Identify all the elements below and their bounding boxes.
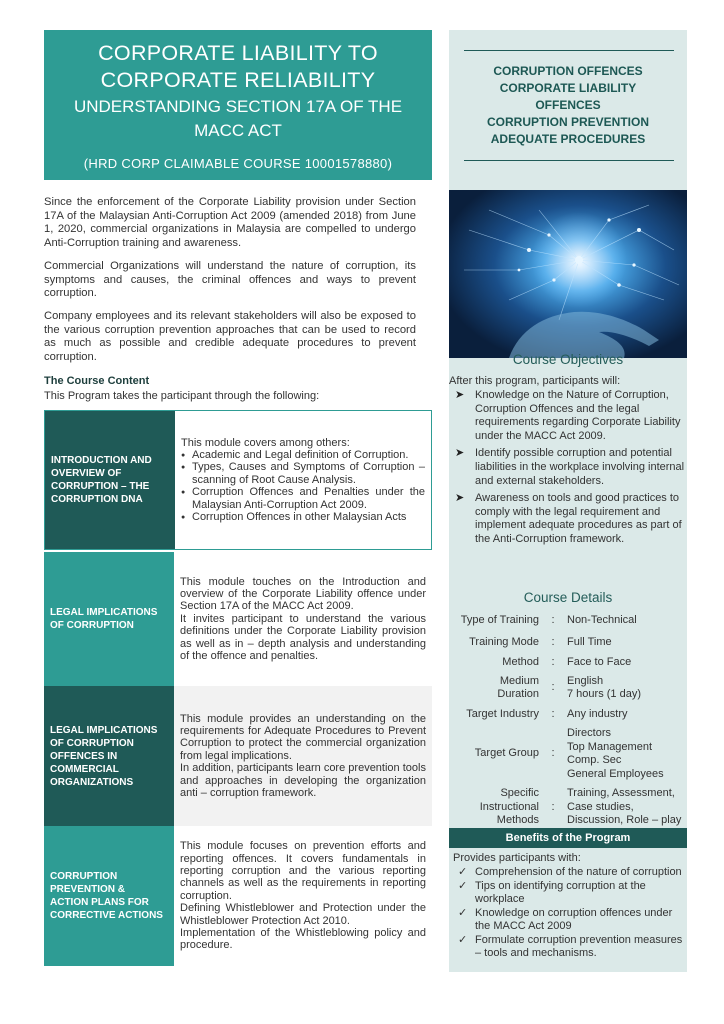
module-description: This module covers among others: ● Academic and Legal definition of Corruption. ● Types, Causes and Symptoms of Corruption – scanning of Root Cause Analysis. ● Corruption Offences and Penalties under the Malaysian Anti-Corruption Act 2009. ● Corruption Offences in other Malaysian Acts bbox=[175, 411, 431, 549]
detail-row: Specific Instructional Methods : Training, Assessment, Case studies, Discussion, Role – play bbox=[449, 787, 687, 828]
detail-value: Face to Face bbox=[567, 656, 632, 668]
arrow-icon: ➤ bbox=[455, 389, 465, 401]
module-3 bbox=[44, 686, 432, 826]
topic-item: CORPORATE LIABILITY bbox=[499, 81, 637, 95]
module-1 bbox=[44, 410, 432, 550]
detail-row: Training Mode : Full Time bbox=[449, 636, 687, 650]
check-icon: ✓ bbox=[458, 934, 468, 946]
list-item: ✓ Comprehension of the nature of corruption bbox=[458, 866, 682, 878]
check-icon: ✓ bbox=[458, 866, 468, 878]
list-item: ➤ Knowledge on the Nature of Corruption, Corruption Offences and the legal requirements regarding Corporate Liability under the MACC Act 2009. bbox=[455, 389, 681, 442]
topic-item: OFFENCES bbox=[535, 98, 601, 112]
module-description: This module focuses on prevention efforts and reporting offences. It covers fundamentals in reporting corruption and the various reporting channels as well as the requirements in reporting corruption. Defining Whistleblower and Protection under the Whistleblower Protection Act 2010. Implementation of the Whistleblowing policy and procedure. bbox=[174, 826, 432, 966]
detail-label: Target Group bbox=[474, 747, 539, 760]
list-item: ● Corruption Offences and Penalties under the Malaysian Anti-Corruption Act 2009. bbox=[181, 486, 425, 511]
list-item: ● Academic and Legal definition of Corruption. bbox=[181, 449, 425, 461]
list-item: ✓ Formulate corruption prevention measures – tools and mechanisms. bbox=[458, 934, 683, 959]
topics-list bbox=[449, 63, 687, 148]
course-content-subheading: This Program takes the participant through the following: bbox=[44, 390, 320, 402]
benefits-list bbox=[449, 866, 687, 961]
detail-label: Training Mode bbox=[469, 635, 539, 648]
intro-paragraph: Commercial Organizations will understand the nature of corruption, its symptoms and causes, the criminal offences and ways to prevent corruption. bbox=[44, 260, 416, 300]
details-heading: Course Details bbox=[523, 590, 613, 605]
details-table bbox=[449, 614, 687, 828]
list-item: ✓ Tips on identifying corruption at the workplace bbox=[458, 880, 646, 905]
module-2 bbox=[44, 552, 432, 686]
topic-item: CORRUPTION OFFENCES bbox=[493, 64, 643, 78]
detail-value: Non-Technical bbox=[567, 614, 637, 626]
detail-value: English 7 hours (1 day) bbox=[567, 674, 641, 700]
hero-image bbox=[449, 190, 687, 358]
course-code: (HRD CORP CLAIMABLE COURSE 10001578880) bbox=[83, 156, 393, 171]
objectives-intro: After this program, participants will: bbox=[449, 375, 621, 387]
detail-label: Type of Training bbox=[460, 614, 539, 626]
module-description: This module provides an understanding on the requirements for Adequate Procedures to Prevent Corruption to protect the commercial organization from legal implications. In addition, participants learn core prevention tools and approaches in developing the organization anti – corruption framework. bbox=[174, 686, 432, 826]
right-panel bbox=[449, 30, 687, 972]
title-line-1: CORPORATE LIABILITY TO bbox=[98, 41, 378, 65]
title-line-3: UNDERSTANDING SECTION 17A OF THE bbox=[73, 97, 403, 116]
module-label: INTRODUCTION AND OVERVIEW OF CORRUPTION – THE CORRUPTION DNA bbox=[45, 411, 175, 549]
list-item: ● Corruption Offences in other Malaysian Acts bbox=[181, 511, 425, 523]
detail-value: Training, Assessment, Case studies, Discussion, Role – play bbox=[567, 787, 682, 826]
objectives-list bbox=[449, 389, 687, 551]
network-hand-illustration bbox=[449, 190, 687, 358]
course-content-heading: The Course Content bbox=[44, 375, 150, 387]
module-4 bbox=[44, 826, 432, 966]
title-block bbox=[44, 30, 432, 180]
intro-paragraph: Company employees and its relevant stakeholders will also be exposed to the various corruption prevention approaches that can be used to record as much as possible and credible adequate procedures to prevent corruption. bbox=[44, 310, 416, 363]
arrow-icon: ➤ bbox=[455, 492, 465, 505]
divider bbox=[464, 160, 674, 161]
module-label: LEGAL IMPLICATIONS OF CORRUPTION bbox=[44, 552, 174, 686]
intro-paragraph: Since the enforcement of the Corporate Liability provision under Section 17A of the Malaysian Anti-Corruption Act 2009 (amended 2018) from June 1, 2020, commercial organizations in Malaysia are compelled to undergo Anti-Corruption training and awareness. bbox=[44, 196, 416, 249]
detail-label: Medium Duration bbox=[497, 674, 539, 700]
detail-row: Type of Training : Non-Technical bbox=[449, 614, 687, 628]
module-label: CORRUPTION PREVENTION & ACTION PLANS FOR CORRECTIVE ACTIONS bbox=[44, 826, 174, 966]
divider bbox=[464, 50, 674, 51]
list-item: ➤ Awareness on tools and good practices to comply with the legal requirement and implement adequate procedures as part of the Anti-Corruption framework. bbox=[455, 492, 682, 545]
title-line-2: CORPORATE RELIABILITY bbox=[100, 68, 376, 92]
detail-label: Method bbox=[502, 656, 539, 668]
detail-row: Method : Face to Face bbox=[449, 656, 687, 670]
detail-label: Target Industry bbox=[466, 707, 539, 720]
detail-value: Any industry bbox=[567, 707, 628, 720]
list-item: ✓ Knowledge on corruption offences under the MACC Act 2009 bbox=[458, 907, 673, 932]
check-icon: ✓ bbox=[458, 880, 468, 892]
detail-value: Full Time bbox=[567, 635, 612, 648]
topic-item: ADEQUATE PROCEDURES bbox=[490, 132, 646, 146]
benefits-intro: Provides participants with: bbox=[453, 852, 581, 864]
benefits-heading: Benefits of the Program bbox=[449, 828, 687, 848]
module-bullets bbox=[181, 449, 425, 523]
module-label: LEGAL IMPLICATIONS OF CORRUPTION OFFENCES IN COMMERCIAL ORGANIZATIONS bbox=[44, 686, 174, 826]
list-item: ➤ Identify possible corruption and potential liabilities in the workplace involving internal and external stakeholders. bbox=[455, 447, 685, 487]
detail-label: Specific Instructional Methods bbox=[479, 787, 539, 826]
list-item: ● Types, Causes and Symptoms of Corruption – scanning of Root Cause Analysis. bbox=[181, 461, 425, 486]
detail-row: Target Group : Directors Top Management Comp. Sec General Employees bbox=[449, 727, 687, 781]
objectives-heading: Course Objectives bbox=[512, 352, 624, 367]
arrow-icon: ➤ bbox=[455, 447, 465, 460]
module-description: This module touches on the Introduction and overview of the Corporate Liability offence under Section 17A of the MACC Act 2009. It invites participant to understand the various definitions under the Corporate Liability provision as well as in – depth analysis and understanding of the offence and penalties. bbox=[174, 552, 432, 686]
topic-item: CORRUPTION PREVENTION bbox=[486, 115, 649, 129]
check-icon: ✓ bbox=[458, 907, 468, 919]
detail-value: Directors Top Management Comp. Sec General Employees bbox=[567, 727, 664, 780]
detail-row: Medium Duration : English 7 hours (1 day) bbox=[449, 675, 687, 702]
title-line-4: MACC ACT bbox=[194, 121, 282, 140]
detail-row: Target Industry : Any industry bbox=[449, 708, 687, 722]
